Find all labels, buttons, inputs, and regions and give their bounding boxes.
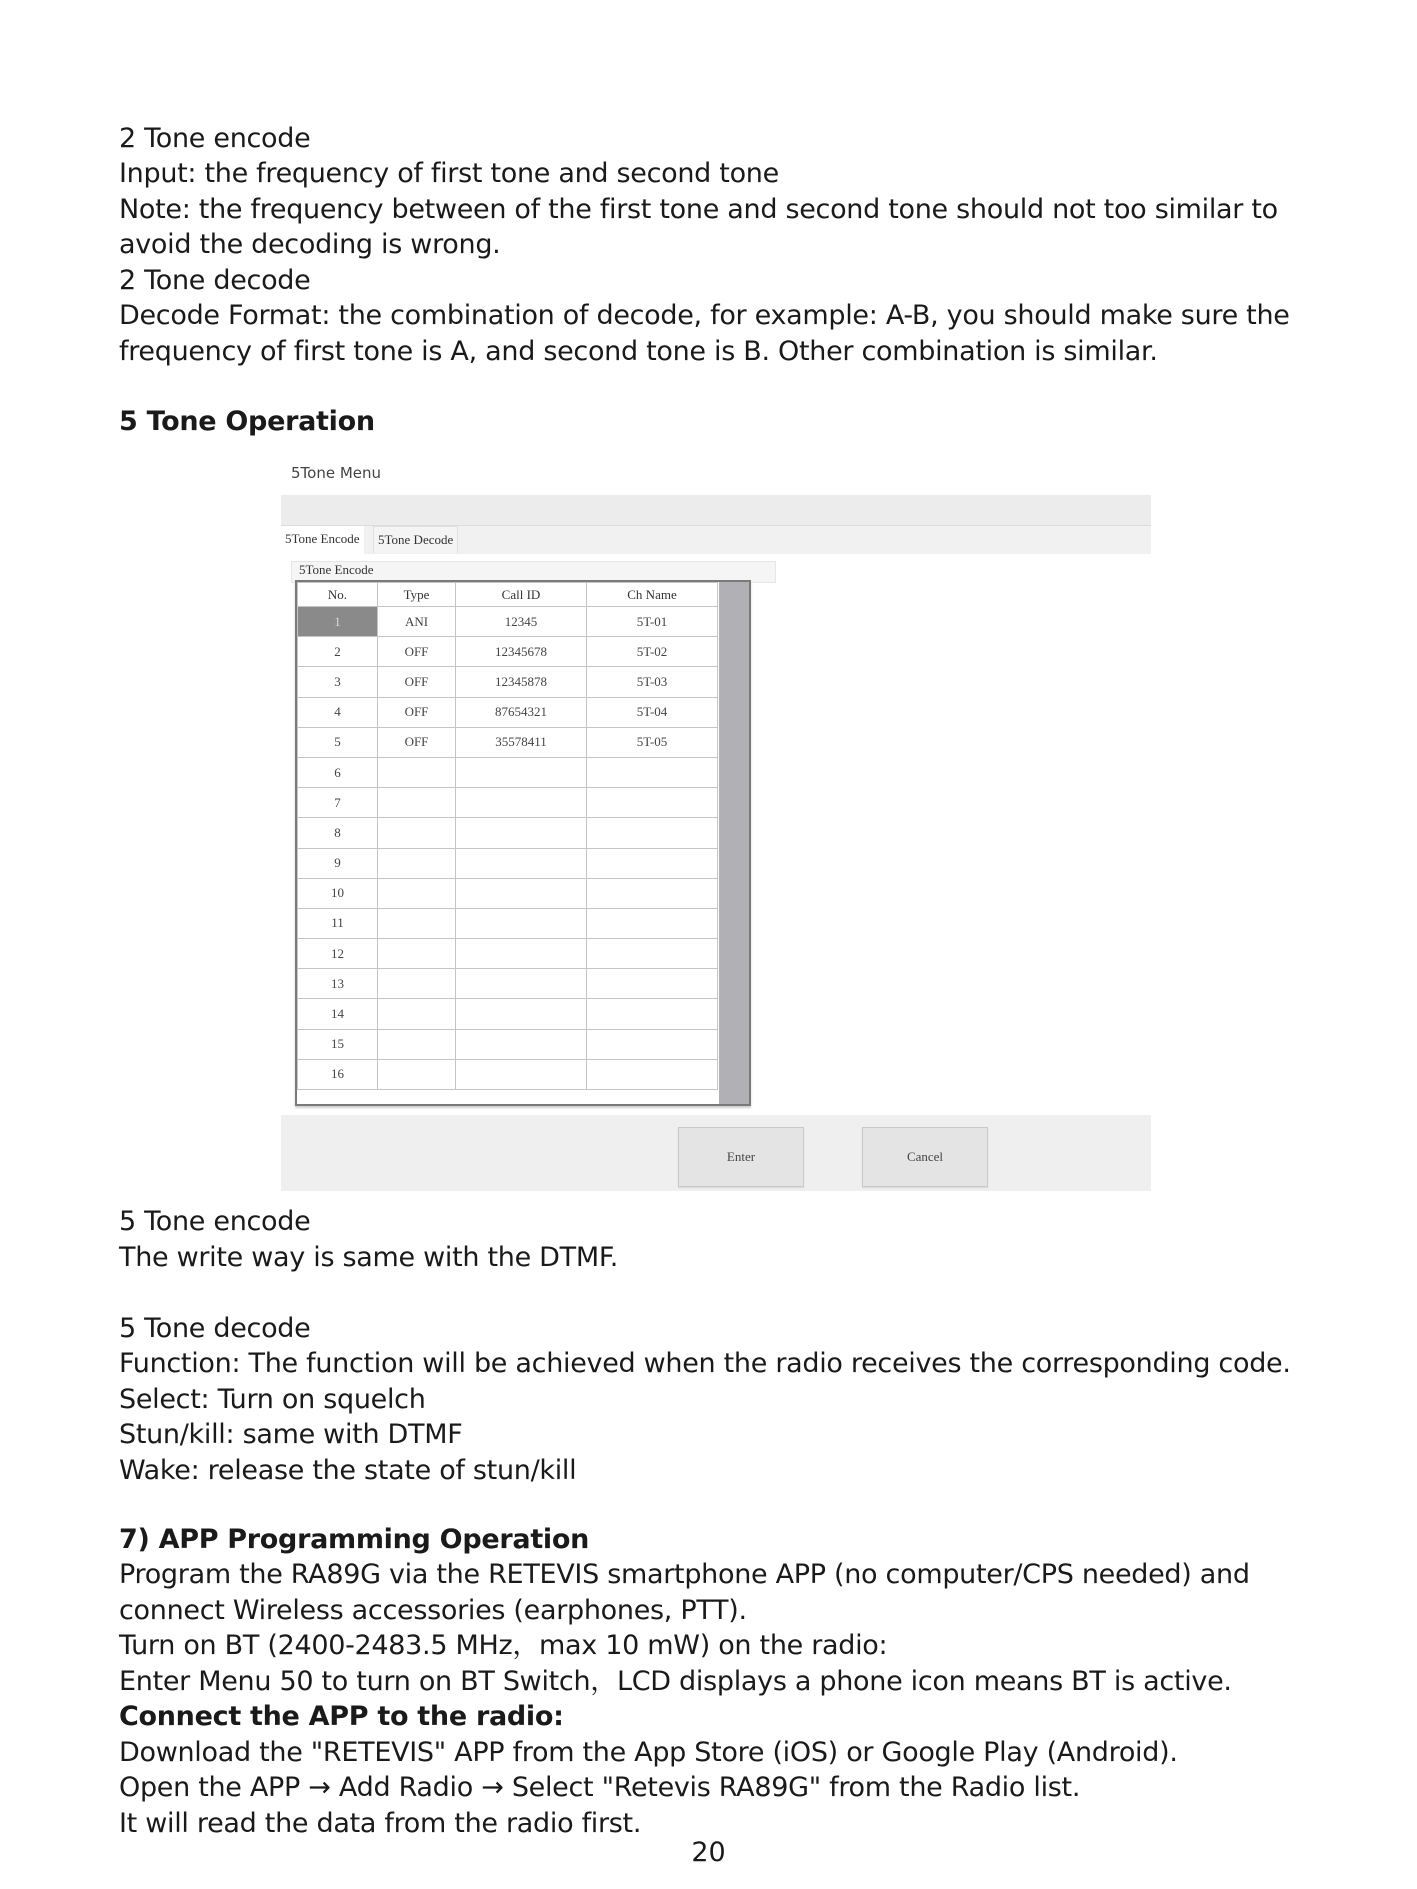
cell-call-id[interactable] [456,818,587,848]
cell-call-id[interactable]: 87654321 [456,697,587,727]
text-line: 5 Tone encode [119,1206,311,1237]
tab-strip [281,526,1151,554]
vertical-scrollbar[interactable] [719,582,749,1104]
cell-ch-name[interactable] [587,848,718,878]
group-label: 5Tone Encode [299,562,374,577]
cell-no[interactable]: 11 [298,908,378,938]
text-line: Enter Menu 50 to turn on BT Switch，LCD displays a phone icon means BT is active. [119,1666,1232,1697]
section-heading: 7) APP Programming Operation [119,1524,590,1555]
column-header-no[interactable]: No. [298,583,378,607]
cell-no[interactable]: 16 [298,1059,378,1089]
text-line: Wake: release the state of stun/kill [119,1455,577,1486]
cell-ch-name[interactable] [587,1059,718,1089]
text-line: The write way is same with the DTMF. [119,1242,619,1273]
cell-call-id[interactable] [456,969,587,999]
cell-type[interactable]: ANI [378,607,456,637]
cell-ch-name[interactable] [587,939,718,969]
cell-ch-name[interactable]: 5T-01 [587,607,718,637]
cell-call-id[interactable] [456,939,587,969]
cell-no[interactable]: 8 [298,818,378,848]
table-row[interactable] [298,878,718,908]
cell-no[interactable]: 3 [298,667,378,697]
table-row[interactable] [298,637,718,667]
text-line: connect Wireless accessories (earphones, PTT). [119,1595,747,1626]
cell-ch-name[interactable]: 5T-04 [587,697,718,727]
table-row[interactable] [298,757,718,787]
text-line: frequency of first tone is A, and second tone is B. Other combination is similar. [119,336,1158,367]
text-line: 2 Tone decode [119,265,311,296]
cell-ch-name[interactable] [587,818,718,848]
table-row[interactable] [298,848,718,878]
cell-no[interactable]: 12 [298,939,378,969]
text-line: 5 Tone decode [119,1313,311,1344]
cell-type[interactable] [378,757,456,787]
cell-call-id[interactable] [456,1029,587,1059]
5tone-menu-screenshot [281,455,1151,1191]
cell-call-id[interactable]: 12345 [456,607,587,637]
section-heading: 5 Tone Operation [119,406,375,437]
cell-call-id[interactable]: 12345878 [456,667,587,697]
cell-type[interactable] [378,908,456,938]
table-row[interactable] [298,1059,718,1089]
text-line: Decode Format: the combination of decode, for example: A-B, you should make sure the [119,300,1290,331]
text-line: Stun/kill: same with DTMF [119,1419,463,1450]
cell-no[interactable]: 1 [298,607,378,637]
text-line: Program the RA89G via the RETEVIS smartphone APP (no computer/CPS needed) and [119,1559,1250,1590]
table-row[interactable] [298,667,718,697]
cell-no[interactable]: 9 [298,848,378,878]
encode-table [295,580,751,1106]
button-panel [281,1115,1151,1191]
cell-no[interactable]: 14 [298,999,378,1029]
cell-call-id[interactable] [456,788,587,818]
cell-type[interactable]: OFF [378,697,456,727]
cell-call-id[interactable] [456,999,587,1029]
cell-type[interactable] [378,969,456,999]
cell-call-id[interactable]: 35578411 [456,727,587,757]
table-row[interactable] [298,908,718,938]
table-row[interactable] [298,697,718,727]
cell-no[interactable]: 10 [298,878,378,908]
text-line: Turn on BT (2400-2483.5 MHz，max 10 mW) on the radio: [119,1630,888,1661]
text-line: avoid the decoding is wrong. [119,229,501,260]
page-number: 20 [691,1837,726,1868]
tab-5tone-decode[interactable]: 5Tone Decode [373,526,458,553]
cell-ch-name[interactable]: 5T-05 [587,727,718,757]
text-line: It will read the data from the radio first. [119,1808,642,1839]
column-header-call-id[interactable]: Call ID [456,583,587,607]
cell-type[interactable] [378,878,456,908]
cell-call-id[interactable] [456,878,587,908]
enter-button[interactable]: Enter [678,1127,804,1187]
cell-ch-name[interactable] [587,1029,718,1059]
table-row[interactable] [298,939,718,969]
cell-type[interactable] [378,788,456,818]
cell-type[interactable]: OFF [378,637,456,667]
text-line: Note: the frequency between of the first tone and second tone should not too similar to [119,194,1278,225]
cell-type[interactable] [378,848,456,878]
cell-type[interactable] [378,939,456,969]
encode-grid [297,582,718,1090]
text-line: Input: the frequency of first tone and second tone [119,158,779,189]
cell-no[interactable]: 2 [298,637,378,667]
cell-type[interactable] [378,999,456,1029]
table-row[interactable] [298,607,718,637]
table-row[interactable] [298,788,718,818]
tab-5tone-encode[interactable]: 5Tone Encode [281,526,364,554]
cell-call-id[interactable] [456,757,587,787]
cell-no[interactable]: 6 [298,757,378,787]
table-header-row [298,583,718,607]
cell-no[interactable]: 15 [298,1029,378,1059]
text-line: Open the APP → Add Radio → Select "Retevis RA89G" from the Radio list. [119,1772,1081,1803]
text-line: 2 Tone encode [119,123,311,154]
cell-ch-name[interactable] [587,908,718,938]
cell-ch-name[interactable]: 5T-03 [587,667,718,697]
toolbar-area [281,495,1151,526]
cell-call-id[interactable] [456,1059,587,1089]
cell-type[interactable] [378,1059,456,1089]
column-header-type[interactable]: Type [378,583,456,607]
cell-ch-name[interactable] [587,757,718,787]
table-row[interactable] [298,969,718,999]
text-line: Function: The function will be achieved when the radio receives the corresponding code. [119,1348,1291,1379]
menu-title: 5Tone Menu [291,464,382,482]
subheading: Connect the APP to the radio: [119,1701,564,1732]
cell-type[interactable] [378,818,456,848]
cell-ch-name[interactable] [587,969,718,999]
cell-no[interactable]: 5 [298,727,378,757]
text-line: Download the "RETEVIS" APP from the App Store (iOS) or Google Play (Android). [119,1737,1178,1768]
cancel-button[interactable]: Cancel [862,1127,988,1187]
cell-ch-name[interactable] [587,878,718,908]
column-header-ch-name[interactable]: Ch Name [587,583,718,607]
cell-call-id[interactable] [456,908,587,938]
cell-type[interactable]: OFF [378,727,456,757]
table-row[interactable] [298,818,718,848]
cell-no[interactable]: 4 [298,697,378,727]
cell-no[interactable]: 13 [298,969,378,999]
table-row[interactable] [298,1029,718,1059]
cell-no[interactable]: 7 [298,788,378,818]
cell-call-id[interactable] [456,848,587,878]
table-row[interactable] [298,727,718,757]
text-line: Select: Turn on squelch [119,1384,426,1415]
cell-call-id[interactable]: 12345678 [456,637,587,667]
cell-type[interactable]: OFF [378,667,456,697]
cell-ch-name[interactable] [587,999,718,1029]
cell-type[interactable] [378,1029,456,1059]
cell-ch-name[interactable] [587,788,718,818]
cell-ch-name[interactable]: 5T-02 [587,637,718,667]
table-row[interactable] [298,999,718,1029]
